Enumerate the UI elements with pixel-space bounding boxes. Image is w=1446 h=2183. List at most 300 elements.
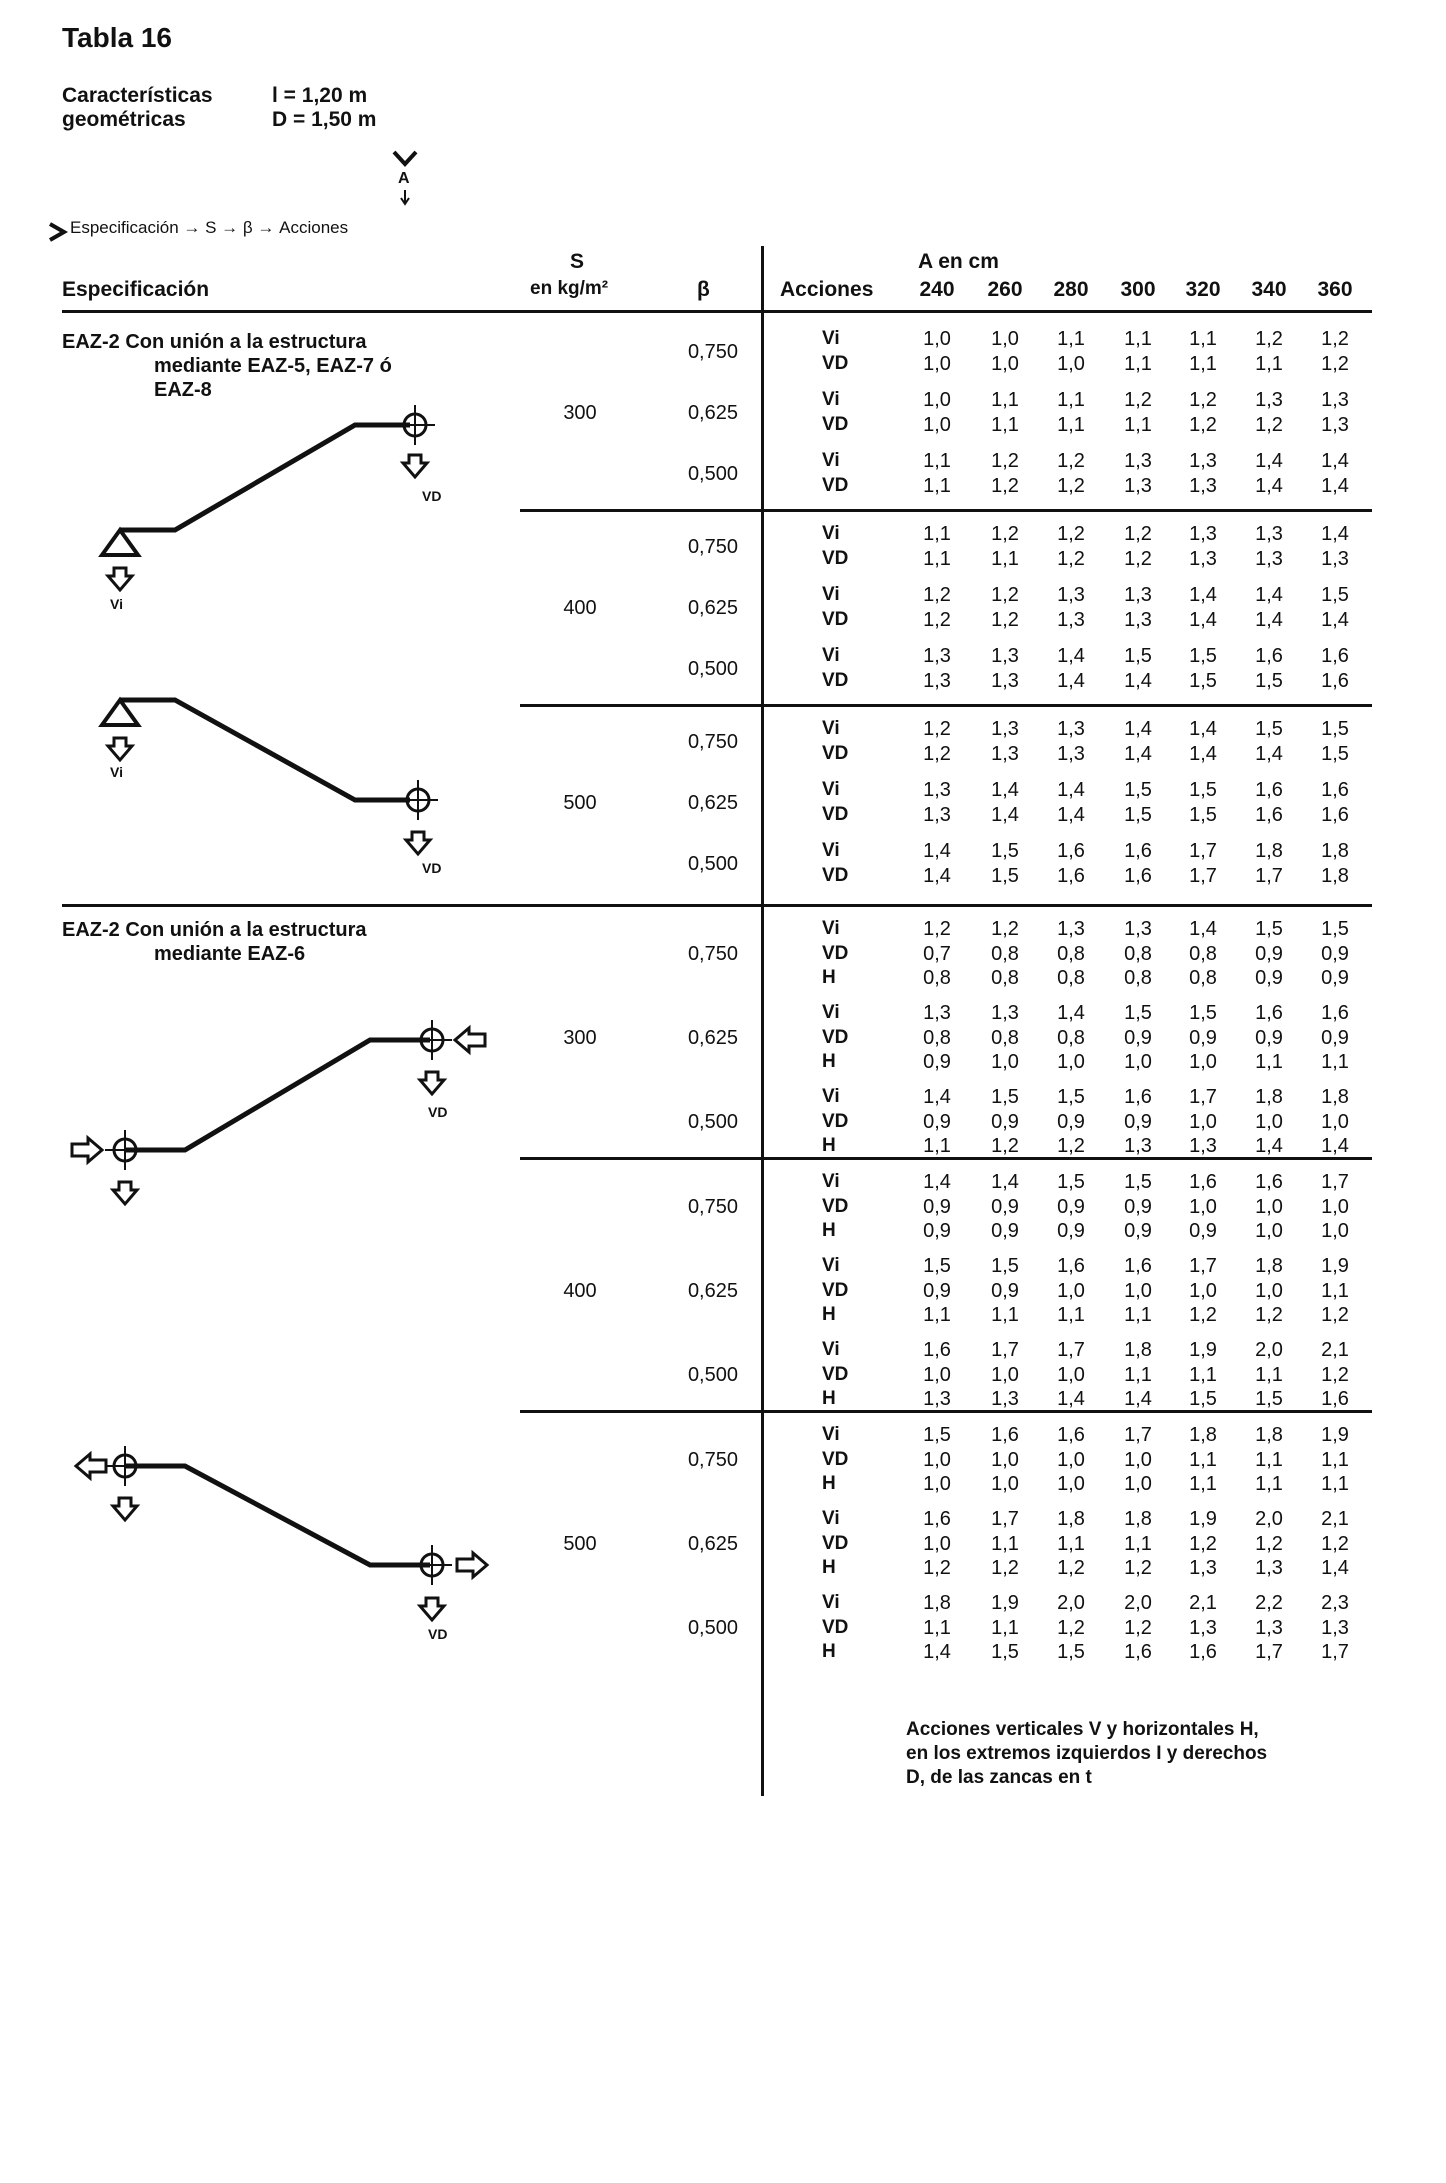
diag4-vd: VD bbox=[428, 1626, 448, 1642]
table-cell: 1,1 bbox=[1321, 1279, 1349, 1302]
table-cell: 1,2 bbox=[923, 608, 951, 631]
table-cell: 1,4 bbox=[1321, 474, 1349, 497]
table-cell: 1,5 bbox=[991, 840, 1019, 862]
pin-support-icon bbox=[102, 530, 138, 555]
table-cell: 1,4 bbox=[1255, 450, 1283, 472]
table-cell: 1,3 bbox=[1124, 450, 1152, 472]
table-cell: 1,7 bbox=[991, 1339, 1019, 1361]
table-cell: 1,6 bbox=[1255, 779, 1283, 801]
table-cell: 0,9 bbox=[1057, 1110, 1085, 1133]
beta-value: 0,500 bbox=[687, 462, 738, 485]
table-cell: 1,2 bbox=[991, 608, 1019, 631]
table-cell: 2,0 bbox=[1255, 1508, 1283, 1530]
table-cell: 1,3 bbox=[923, 779, 951, 801]
action-label: VD bbox=[822, 352, 849, 374]
table-cell: 1,1 bbox=[923, 523, 951, 545]
action-label: H bbox=[822, 1051, 836, 1072]
table-cell: 0,8 bbox=[991, 967, 1019, 989]
stair-diagram-1 bbox=[90, 400, 490, 640]
action-label: VD bbox=[822, 413, 849, 435]
table-cell: 1,8 bbox=[1124, 1508, 1152, 1530]
table-cell: 1,0 bbox=[923, 328, 951, 350]
table-cell: 0,9 bbox=[923, 1051, 951, 1073]
table-cell: 1,3 bbox=[991, 1002, 1019, 1024]
table-cell: 1,5 bbox=[1189, 669, 1217, 692]
table-cell: 0,9 bbox=[1124, 1110, 1152, 1133]
table-cell: 0,9 bbox=[1189, 1220, 1217, 1242]
table-cell: 1,3 bbox=[1057, 742, 1085, 765]
action-label: H bbox=[822, 1388, 836, 1409]
group-rule bbox=[520, 1157, 1372, 1160]
table-cell: 1,4 bbox=[1255, 742, 1283, 765]
section2-spec bbox=[62, 918, 366, 966]
table-cell: 1,1 bbox=[1057, 1532, 1085, 1555]
table-cell: 1,3 bbox=[1321, 389, 1349, 411]
table-cell: 0,8 bbox=[1124, 967, 1152, 989]
flow-sequence: Especificación → S → β → Acciones bbox=[70, 218, 349, 237]
group-rule bbox=[520, 704, 1372, 707]
table-cell: 1,7 bbox=[1124, 1424, 1152, 1446]
table-cell: 1,4 bbox=[1255, 608, 1283, 631]
table-cell: 1,0 bbox=[1124, 1448, 1152, 1471]
table-cell: 0,8 bbox=[1189, 967, 1217, 989]
table-cell: 1,3 bbox=[1057, 718, 1085, 740]
table-cell: 0,9 bbox=[923, 1110, 951, 1133]
table-cell: 1,1 bbox=[1255, 1448, 1283, 1471]
action-label: VD bbox=[822, 608, 849, 630]
table-cell: 1,5 bbox=[1124, 1171, 1152, 1193]
table-cell: 1,4 bbox=[1321, 608, 1349, 631]
table-cell: 1,8 bbox=[1189, 1424, 1217, 1446]
action-label: VD bbox=[822, 669, 849, 691]
table-cell: 1,1 bbox=[1057, 1304, 1085, 1326]
table-cell: 1,8 bbox=[1255, 1086, 1283, 1108]
table-cell: 1,0 bbox=[991, 1473, 1019, 1495]
action-label: Vi bbox=[822, 328, 840, 349]
table-cell: 1,3 bbox=[991, 645, 1019, 667]
table-cell: 1,9 bbox=[1189, 1339, 1217, 1361]
table-cell: 1,4 bbox=[1189, 608, 1217, 631]
table-cell: 1,2 bbox=[991, 1135, 1019, 1157]
table-cell: 0,9 bbox=[1124, 1026, 1152, 1049]
action-label: VD bbox=[822, 1448, 849, 1470]
beta-value: 0,625 bbox=[687, 596, 738, 619]
header-a-240: 240 bbox=[919, 278, 955, 301]
table-cell: 1,1 bbox=[1057, 389, 1085, 411]
footnote-line2: en los extremos izquierdos I y derechos bbox=[906, 1743, 1268, 1764]
table-cell: 1,1 bbox=[1124, 1363, 1152, 1386]
table-cell: 1,2 bbox=[1321, 1304, 1349, 1326]
section1-spec-line3: EAZ-8 bbox=[154, 379, 212, 401]
table-cell: 1,4 bbox=[1189, 718, 1217, 740]
footnote bbox=[906, 1718, 1267, 1790]
table-cell: 1,6 bbox=[1255, 1002, 1283, 1024]
table-cell: 2,1 bbox=[1189, 1592, 1217, 1614]
table-cell: 1,8 bbox=[1321, 864, 1349, 887]
table-cell: 1,2 bbox=[991, 474, 1019, 497]
table-cell: 1,0 bbox=[923, 413, 951, 436]
table-cell: 1,2 bbox=[923, 742, 951, 765]
table-cell: 1,4 bbox=[1057, 669, 1085, 692]
action-label: VD bbox=[822, 742, 849, 764]
table-cell: 1,5 bbox=[1321, 742, 1349, 765]
table-cell: 1,0 bbox=[1255, 1220, 1283, 1242]
table-cell: 1,1 bbox=[1124, 1532, 1152, 1555]
table-cell: 1,1 bbox=[1321, 1448, 1349, 1471]
action-label: VD bbox=[822, 1363, 849, 1385]
action-label: VD bbox=[822, 803, 849, 825]
table-cell: 1,9 bbox=[1189, 1508, 1217, 1530]
table-cell: 1,4 bbox=[1189, 742, 1217, 765]
action-label: VD bbox=[822, 1616, 849, 1638]
table-cell: 1,0 bbox=[1124, 1279, 1152, 1302]
table-cell: 0,9 bbox=[1255, 967, 1283, 989]
table-cell: 1,0 bbox=[1057, 1448, 1085, 1471]
table-cell: 0,8 bbox=[991, 1026, 1019, 1049]
table-cell: 1,5 bbox=[1057, 1171, 1085, 1193]
table-cell: 1,3 bbox=[1189, 1616, 1217, 1639]
action-label: Vi bbox=[822, 1339, 840, 1360]
table-cell: 1,2 bbox=[1321, 1532, 1349, 1555]
table-cell: 0,7 bbox=[923, 942, 951, 965]
table-cell: 0,8 bbox=[991, 942, 1019, 965]
load-s: 300 bbox=[563, 401, 597, 424]
table-cell: 1,3 bbox=[1057, 608, 1085, 631]
table-cell: 1,2 bbox=[923, 1557, 951, 1579]
table-cell: 1,4 bbox=[1255, 474, 1283, 497]
table-cell: 1,0 bbox=[923, 389, 951, 411]
table-cell: 1,6 bbox=[1321, 669, 1349, 692]
diag1-vi: Vi bbox=[110, 596, 123, 612]
table-cell: 1,0 bbox=[1057, 1279, 1085, 1302]
table-cell: 1,1 bbox=[1255, 1051, 1283, 1073]
group-rule bbox=[62, 904, 1372, 907]
table-cell: 1,1 bbox=[1321, 1473, 1349, 1495]
beta-value: 0,500 bbox=[687, 1363, 738, 1386]
footnote-line1: Acciones verticales V y horizontales H, bbox=[906, 1719, 1259, 1740]
table-cell: 1,6 bbox=[1321, 779, 1349, 801]
table-cell: 1,1 bbox=[1255, 352, 1283, 375]
table-cell: 1,3 bbox=[1321, 413, 1349, 436]
table-cell: 1,5 bbox=[1124, 803, 1152, 826]
table-cell: 1,3 bbox=[1124, 918, 1152, 940]
h-left-arrow-icon bbox=[72, 1138, 102, 1162]
header-s-line1: S bbox=[570, 250, 585, 273]
load-s: 500 bbox=[563, 1532, 597, 1555]
table-cell: 2,0 bbox=[1057, 1592, 1085, 1614]
table-cell: 0,8 bbox=[1189, 942, 1217, 965]
table-cell: 1,7 bbox=[1057, 1339, 1085, 1361]
table-cell: 1,9 bbox=[991, 1592, 1019, 1614]
table-cell: 1,3 bbox=[1124, 1135, 1152, 1157]
table-cell: 1,5 bbox=[991, 864, 1019, 887]
table-cell: 0,9 bbox=[1057, 1220, 1085, 1242]
table-cell: 1,3 bbox=[1189, 1557, 1217, 1579]
table-cell: 1,7 bbox=[1189, 1086, 1217, 1108]
table-cell: 1,0 bbox=[991, 352, 1019, 375]
table-cell: 0,8 bbox=[1057, 967, 1085, 989]
table-cell: 1,6 bbox=[1124, 1255, 1152, 1277]
action-label: H bbox=[822, 1641, 836, 1662]
table-cell: 1,9 bbox=[1321, 1255, 1349, 1277]
header-a-340: 340 bbox=[1251, 278, 1287, 301]
geo-label-2: geométricas bbox=[62, 108, 186, 131]
table-cell: 1,1 bbox=[923, 450, 951, 472]
table-cell: 1,5 bbox=[1057, 1086, 1085, 1108]
table-cell: 1,2 bbox=[1124, 547, 1152, 570]
table-cell: 1,6 bbox=[1189, 1641, 1217, 1663]
table-cell: 1,5 bbox=[991, 1255, 1019, 1277]
table-cell: 1,3 bbox=[1255, 1616, 1283, 1639]
load-s: 300 bbox=[563, 1026, 597, 1049]
table-cell: 1,1 bbox=[923, 1135, 951, 1157]
table-cell: 1,5 bbox=[1321, 718, 1349, 740]
table-cell: 1,0 bbox=[1057, 1363, 1085, 1386]
table-cell: 1,0 bbox=[1255, 1279, 1283, 1302]
table-cell: 0,8 bbox=[1057, 1026, 1085, 1049]
table-cell: 1,1 bbox=[991, 1304, 1019, 1326]
table-cell: 1,1 bbox=[1124, 1304, 1152, 1326]
table-cell: 0,8 bbox=[923, 967, 951, 989]
table-cell: 1,2 bbox=[1189, 389, 1217, 411]
table-cell: 1,0 bbox=[1255, 1195, 1283, 1218]
table-cell: 1,0 bbox=[1189, 1279, 1217, 1302]
table-cell: 1,2 bbox=[923, 718, 951, 740]
table-cell: 1,5 bbox=[1057, 1641, 1085, 1663]
table-cell: 1,4 bbox=[1189, 584, 1217, 606]
table-cell: 1,7 bbox=[1321, 1641, 1349, 1663]
diag3-vd: VD bbox=[428, 1104, 448, 1120]
table-cell: 1,0 bbox=[923, 1448, 951, 1471]
table-cell: 1,1 bbox=[1189, 328, 1217, 350]
table-cell: 0,9 bbox=[991, 1279, 1019, 1302]
section2-spec-line1: EAZ-2 Con unión a la estructura bbox=[62, 919, 367, 941]
table-cell: 1,2 bbox=[1057, 1557, 1085, 1579]
diag2-vd: VD bbox=[422, 860, 442, 876]
table-cell: 1,0 bbox=[1255, 1110, 1283, 1133]
h-right-arrow-icon bbox=[457, 1553, 487, 1577]
action-label: H bbox=[822, 1473, 836, 1494]
table-cell: 1,0 bbox=[1057, 352, 1085, 375]
table-cell: 1,1 bbox=[1255, 1473, 1283, 1495]
table-cell: 1,0 bbox=[923, 1532, 951, 1555]
table-cell: 1,6 bbox=[1057, 1424, 1085, 1446]
action-label: VD bbox=[822, 1195, 849, 1217]
action-label: Vi bbox=[822, 918, 840, 939]
load-s: 500 bbox=[563, 791, 597, 814]
table-cell: 1,2 bbox=[1124, 389, 1152, 411]
table-cell: 1,3 bbox=[1255, 547, 1283, 570]
table-cell: 1,0 bbox=[1124, 1051, 1152, 1073]
table-cell: 1,3 bbox=[1124, 608, 1152, 631]
table-cell: 1,2 bbox=[1255, 1304, 1283, 1326]
table-cell: 1,4 bbox=[1321, 1135, 1349, 1157]
beta-value: 0,500 bbox=[687, 1110, 738, 1133]
table-cell: 1,6 bbox=[1321, 803, 1349, 826]
table-cell: 1,1 bbox=[923, 547, 951, 570]
table-cell: 1,0 bbox=[1189, 1051, 1217, 1073]
table-cell: 1,3 bbox=[923, 1002, 951, 1024]
table-cell: 1,4 bbox=[1321, 1557, 1349, 1579]
table-cell: 1,4 bbox=[991, 803, 1019, 826]
table-cell: 1,6 bbox=[1124, 1641, 1152, 1663]
table-cell: 1,5 bbox=[1321, 918, 1349, 940]
beta-value: 0,500 bbox=[687, 1616, 738, 1639]
table-cell: 1,3 bbox=[1255, 389, 1283, 411]
table-cell: 1,2 bbox=[1124, 1557, 1152, 1579]
table-cell: 1,3 bbox=[1189, 523, 1217, 545]
table-cell: 1,8 bbox=[923, 1592, 951, 1614]
group-rule bbox=[520, 509, 1372, 512]
table-cell: 1,0 bbox=[991, 1448, 1019, 1471]
beta-value: 0,750 bbox=[687, 1448, 738, 1471]
table-cell: 1,5 bbox=[1255, 918, 1283, 940]
table-cell: 1,2 bbox=[1189, 413, 1217, 436]
table-cell: 1,5 bbox=[1124, 1002, 1152, 1024]
table-cell: 1,5 bbox=[1189, 803, 1217, 826]
header-a-300: 300 bbox=[1120, 278, 1156, 301]
beta-value: 0,625 bbox=[687, 1026, 738, 1049]
table-cell: 1,8 bbox=[1321, 840, 1349, 862]
table-cell: 1,2 bbox=[1321, 328, 1349, 350]
header-a-label: A en cm bbox=[918, 250, 999, 273]
table-cell: 1,2 bbox=[1124, 1616, 1152, 1639]
table-cell: 1,3 bbox=[1189, 474, 1217, 497]
table-cell: 1,2 bbox=[1321, 352, 1349, 375]
header-s-line2: en kg/m² bbox=[530, 278, 609, 299]
stair-diagram-3 bbox=[60, 1010, 500, 1250]
table-cell: 1,0 bbox=[923, 1363, 951, 1386]
table-cell: 1,5 bbox=[1255, 718, 1283, 740]
table-cell: 0,9 bbox=[991, 1195, 1019, 1218]
table-cell: 1,2 bbox=[1321, 1363, 1349, 1386]
table-cell: 1,2 bbox=[1255, 413, 1283, 436]
table-cell: 1,4 bbox=[1057, 803, 1085, 826]
table-cell: 1,6 bbox=[1255, 803, 1283, 826]
table-cell: 1,2 bbox=[1057, 474, 1085, 497]
table-cell: 1,2 bbox=[991, 450, 1019, 472]
table-cell: 1,2 bbox=[991, 918, 1019, 940]
a-indicator-label: A bbox=[398, 170, 410, 187]
table-cell: 1,3 bbox=[1057, 918, 1085, 940]
table-cell: 2,0 bbox=[1255, 1339, 1283, 1361]
action-label: VD bbox=[822, 547, 849, 569]
action-label: Vi bbox=[822, 779, 840, 800]
table-cell: 1,1 bbox=[991, 547, 1019, 570]
header-a-320: 320 bbox=[1185, 278, 1221, 301]
table-cell: 1,0 bbox=[923, 352, 951, 375]
action-label: Vi bbox=[822, 584, 840, 605]
table-cell: 1,4 bbox=[1124, 669, 1152, 692]
table-cell: 1,3 bbox=[1124, 584, 1152, 606]
table-cell: 1,1 bbox=[1124, 352, 1152, 375]
table-cell: 1,8 bbox=[1124, 1339, 1152, 1361]
beta-value: 0,500 bbox=[687, 852, 738, 875]
table-cell: 1,1 bbox=[923, 474, 951, 497]
section1-spec-line1: EAZ-2 Con unión a la estructura bbox=[62, 331, 367, 353]
group-rule bbox=[520, 1410, 1372, 1413]
table-cell: 1,0 bbox=[1189, 1110, 1217, 1133]
table-cell: 0,9 bbox=[923, 1279, 951, 1302]
table-cell: 1,1 bbox=[1189, 1363, 1217, 1386]
header-a-360: 360 bbox=[1317, 278, 1353, 301]
table-cell: 1,7 bbox=[1189, 864, 1217, 887]
table-cell: 1,5 bbox=[923, 1255, 951, 1277]
beta-value: 0,750 bbox=[687, 942, 738, 965]
beta-value: 0,625 bbox=[687, 1279, 738, 1302]
table-cell: 1,0 bbox=[1124, 1473, 1152, 1495]
table-cell: 1,3 bbox=[991, 742, 1019, 765]
table-cell: 1,5 bbox=[1189, 779, 1217, 801]
table-cell: 1,6 bbox=[1124, 864, 1152, 887]
action-label: Vi bbox=[822, 1592, 840, 1613]
table-cell: 1,4 bbox=[1189, 918, 1217, 940]
table-cell: 1,2 bbox=[1124, 523, 1152, 545]
beta-value: 0,625 bbox=[687, 791, 738, 814]
section2-spec-line2: mediante EAZ-6 bbox=[154, 943, 306, 965]
table-cell: 1,1 bbox=[1189, 352, 1217, 375]
table-cell: 0,9 bbox=[1057, 1195, 1085, 1218]
geometric-characteristics bbox=[62, 84, 376, 132]
table-cell: 1,3 bbox=[923, 669, 951, 692]
header-a-260: 260 bbox=[987, 278, 1023, 301]
table-title: Tabla 16 bbox=[62, 22, 172, 53]
header-beta: β bbox=[697, 278, 710, 301]
table-cell: 1,1 bbox=[991, 1616, 1019, 1639]
table-cell: 2,3 bbox=[1321, 1592, 1349, 1614]
table-cell: 1,0 bbox=[1321, 1110, 1349, 1133]
table-cell: 1,4 bbox=[1124, 1388, 1152, 1410]
table-cell: 1,4 bbox=[923, 1086, 951, 1108]
action-label: VD bbox=[822, 1279, 849, 1301]
table-cell: 1,7 bbox=[1255, 864, 1283, 887]
h-right-arrow-icon bbox=[455, 1028, 485, 1052]
table-cell: 1,0 bbox=[991, 328, 1019, 350]
table-cell: 1,8 bbox=[1255, 1424, 1283, 1446]
beta-value: 0,500 bbox=[687, 657, 738, 680]
diag1-vd: VD bbox=[422, 488, 442, 504]
beta-value: 0,750 bbox=[687, 340, 738, 363]
table-cell: 1,3 bbox=[1255, 523, 1283, 545]
header-actions: Acciones bbox=[780, 278, 874, 301]
table-cell: 1,4 bbox=[991, 1171, 1019, 1193]
table-cell: 1,7 bbox=[1321, 1171, 1349, 1193]
table-cell: 1,4 bbox=[1057, 1388, 1085, 1410]
table-cell: 1,6 bbox=[1057, 864, 1085, 887]
table-cell: 1,2 bbox=[1057, 1616, 1085, 1639]
table-cell: 1,4 bbox=[1321, 523, 1349, 545]
table-cell: 0,9 bbox=[1124, 1220, 1152, 1242]
table-cell: 2,0 bbox=[1124, 1592, 1152, 1614]
action-label: H bbox=[822, 1304, 836, 1325]
table-cell: 1,5 bbox=[1124, 779, 1152, 801]
table-cell: 2,1 bbox=[1321, 1508, 1349, 1530]
action-label: Vi bbox=[822, 1508, 840, 1529]
table-cell: 1,1 bbox=[923, 1304, 951, 1326]
action-label: Vi bbox=[822, 1171, 840, 1192]
geo-value-1: l = 1,20 m bbox=[272, 84, 368, 107]
table-cell: 1,1 bbox=[991, 413, 1019, 436]
table-cell: 1,4 bbox=[1124, 718, 1152, 740]
action-label: H bbox=[822, 1557, 836, 1578]
table-cell: 0,9 bbox=[991, 1110, 1019, 1133]
table-cell: 1,2 bbox=[923, 918, 951, 940]
beta-value: 0,750 bbox=[687, 1195, 738, 1218]
table-cell: 1,3 bbox=[1321, 547, 1349, 570]
table-cell: 1,6 bbox=[1321, 645, 1349, 667]
table-cell: 1,4 bbox=[991, 779, 1019, 801]
table-cell: 1,5 bbox=[1321, 584, 1349, 606]
